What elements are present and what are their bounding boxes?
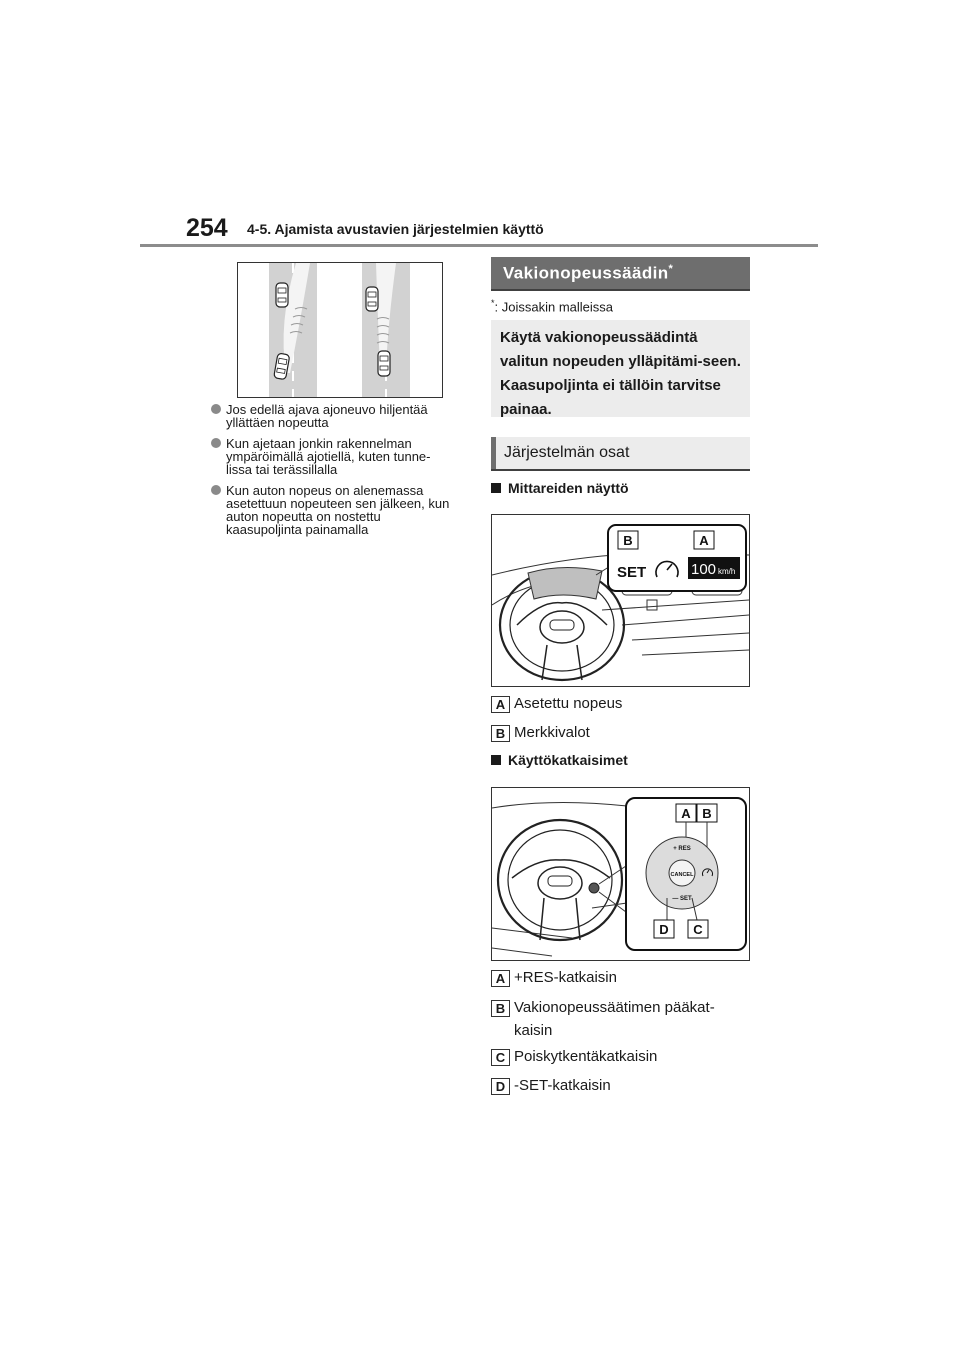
switch-location-dot — [589, 883, 599, 893]
meter-cluster — [528, 567, 602, 599]
switch-heading: Käyttökatkaisimet — [491, 752, 628, 768]
legend-item-a — [491, 692, 751, 715]
callout-label-b: B — [623, 533, 633, 548]
set-indicator: SET — [617, 564, 647, 581]
meter-heading: Mittareiden näyttö — [491, 480, 629, 496]
legend-text: -SET-katkaisin — [514, 1077, 611, 1094]
cancel-label: CANCEL — [670, 872, 694, 878]
set-speed-value: 100 — [691, 561, 717, 578]
legend-text: Merkkivalot — [514, 724, 590, 741]
subsection-accent — [491, 437, 496, 469]
square-bullet-icon — [491, 755, 501, 765]
car-front-right — [366, 287, 378, 311]
header-rule — [140, 244, 818, 247]
page-number: 254 — [186, 214, 228, 242]
subsection-title: Järjestelmän osat — [504, 444, 630, 461]
footnote: *: Joissakin malleissa — [491, 298, 614, 315]
car-front-left — [276, 283, 288, 307]
legend-text: Poiskytkentäkatkaisin — [514, 1048, 658, 1065]
section-title-bar — [491, 257, 750, 291]
legend-badge: D — [491, 1078, 510, 1095]
bullet-item — [211, 403, 456, 429]
legend-badge: A — [491, 696, 510, 713]
bullet-text: Kun auton nopeus on alenemassa asetettuun nopeuteen sen jälkeen, kun auton nopeutta on nostettu kaasupoljinta painamalla — [226, 483, 450, 537]
steering-wheel-icon — [498, 820, 622, 940]
legend-item-a — [491, 966, 751, 989]
legend-badge: B — [491, 725, 510, 742]
square-bullet-icon — [491, 483, 501, 493]
meter-figure — [491, 514, 750, 687]
lane-illustration — [237, 262, 443, 398]
bullet-item — [211, 484, 456, 536]
bullet-dot-icon — [211, 404, 221, 414]
callout-label-d: D — [659, 922, 669, 937]
callout-label-b: B — [702, 806, 712, 821]
legend-badge: B — [491, 1000, 510, 1017]
legend-item-b — [491, 721, 751, 744]
chapter-title: 4-5. Ajamista avustavien järjestelmien käyttö — [247, 221, 544, 237]
legend-badge: A — [491, 970, 510, 987]
callout-label-c: C — [693, 922, 703, 937]
res-label: + RES — [673, 846, 691, 852]
bullet-text: Jos edellä ajava ajoneuvo hiljentää yllättäen nopeutta — [226, 402, 428, 430]
summary-text: Käytä vakionopeussäädintä valitun nopeuden ylläpitämi-seen. Kaasupoljinta ei tällöin tarvitse painaa. — [500, 329, 741, 418]
legend-item-d — [491, 1074, 751, 1097]
asterisk-mark: * — [668, 263, 674, 275]
section-title: Vakionopeussäädin* — [503, 263, 674, 283]
legend-badge: C — [491, 1049, 510, 1066]
callout-label-a: A — [699, 533, 709, 548]
bullet-item — [211, 437, 456, 476]
set-speed-unit: km/h — [718, 567, 736, 576]
bullet-dot-icon — [211, 438, 221, 448]
set-label: — SET — [672, 896, 692, 902]
switch-figure — [491, 787, 750, 961]
subsection-title-bar — [491, 437, 750, 471]
car-rear-right — [378, 351, 390, 376]
caution-bullet-list — [211, 403, 456, 544]
bullet-dot-icon — [211, 485, 221, 495]
legend-item-c — [491, 1045, 751, 1068]
legend-text: Vakionopeussäätimen pääkat-kaisin — [514, 999, 715, 1039]
legend-text: Asetettu nopeus — [514, 695, 623, 712]
legend-text: +RES-katkaisin — [514, 969, 617, 986]
footnote-asterisk: * — [491, 298, 495, 308]
bullet-text: Kun ajetaan jonkin rakennelman ympäröimällä ajotiellä, kuten tunne-lissa tai terässillalla — [226, 436, 431, 477]
callout-label-a: A — [681, 806, 691, 821]
legend-item-b — [491, 996, 751, 1042]
summary-box — [491, 320, 750, 417]
